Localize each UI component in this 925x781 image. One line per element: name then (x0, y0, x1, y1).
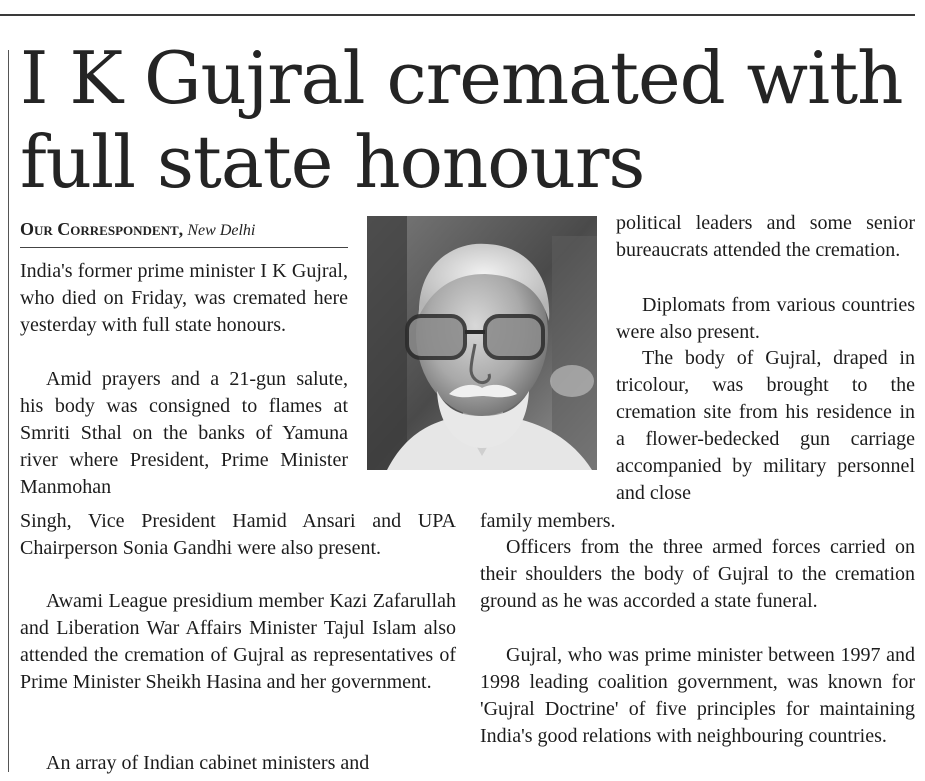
portrait-photo (367, 216, 597, 470)
paragraph-5: Diplomats from various countries were also present. (616, 294, 915, 343)
byline-correspondent: Our Correspondent, (20, 219, 184, 239)
top-rule (0, 14, 915, 16)
byline-location: New Delhi (187, 222, 256, 239)
paragraph-8: Gujral, who was prime minister between 1997 and 1998 leading coalition government, was known for 'Gujral Doctrine' of five principles for maintaining India's good relations with neighbouring countries. (480, 644, 915, 747)
paragraph-3: Awami League presidium member Kazi Zafarullah and Liberation War Affairs Minister Tajul Islam also attended the cremation of Gujral as representatives of Prime Minister Sheikh Hasina and her government. (20, 590, 456, 693)
byline (20, 218, 348, 248)
paragraph-6-continued: family members. (480, 510, 616, 532)
paragraph-1: India's former prime minister I K Gujral, who died on Friday, was cremated here yesterday with full state honours. (20, 260, 348, 336)
headline: I K Gujral cremated with full state honours (20, 36, 903, 204)
column-rule (8, 50, 9, 772)
paragraph-2-continued: Singh, Vice President Hamid Ansari and UPA Chairperson Sonia Gandhi were also present. (20, 510, 456, 559)
paragraph-4: An array of Indian cabinet ministers and (46, 752, 370, 774)
paragraph-4-continued: political leaders and some senior bureaucrats attended the cremation. (616, 212, 915, 261)
paragraph-2: Amid prayers and a 21-gun salute, his body was consigned to flames at Smriti Sthal on the banks of Yamuna river where President, Prime Minister Manmohan (20, 368, 348, 498)
paragraph-6: The body of Gujral, draped in tricolour, was brought to the cremation site from his residence in a flower-bedecked gun carriage accompanied by military personnel and close (616, 347, 915, 504)
paragraph-7: Officers from the three armed forces carried on their shoulders the body of Gujral to the cremation ground as he was accorded a state funeral. (480, 536, 915, 612)
